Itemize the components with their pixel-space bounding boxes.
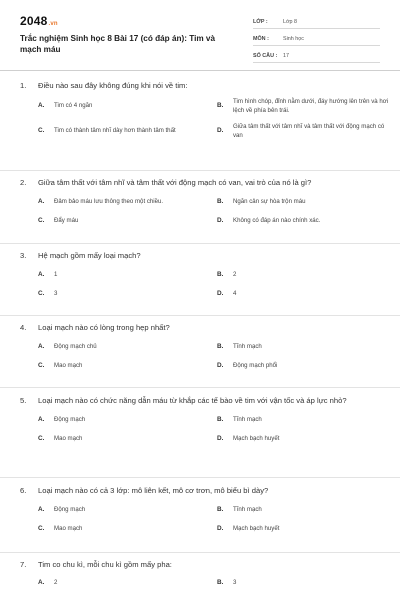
question-text: Loại mạch nào có chức năng dẫn máu từ khắp các tế bào về tim với vận tốc và áp lực nhỏ? [38, 396, 347, 405]
question-text: Điều nào sau đây không đúng khi nói về tim: [38, 81, 188, 90]
logo-suffix: .vn [48, 21, 58, 27]
option-text: Mạch bạch huyết [233, 435, 280, 443]
question-divider [0, 243, 400, 244]
meta-value: 17 [283, 53, 289, 59]
option-grid [20, 343, 382, 371]
question-number: 4. [20, 323, 27, 332]
option-text: Mạch bạch huyết [233, 525, 280, 533]
option-b[interactable] [217, 98, 390, 115]
meta-row-grade [253, 14, 380, 29]
option-letter: B. [217, 343, 224, 351]
option-letter: A. [38, 506, 45, 514]
option-text: Đẩy máu [54, 217, 79, 225]
option-text: Mao mạch [54, 435, 83, 443]
option-text: Mao mạch [54, 525, 83, 533]
option-c[interactable] [38, 217, 211, 226]
option-grid [20, 198, 382, 226]
option-a[interactable] [38, 271, 211, 280]
option-d[interactable] [217, 525, 390, 534]
option-letter: D. [217, 435, 224, 443]
option-grid [20, 271, 382, 299]
option-text: Tĩnh mạch [233, 343, 262, 351]
option-text: Động mạch [54, 416, 86, 424]
meta-label: LỚP : [253, 19, 268, 25]
option-c[interactable] [38, 435, 211, 444]
question-number: 5. [20, 396, 27, 405]
option-b[interactable] [217, 271, 390, 280]
question-4 [20, 322, 382, 371]
option-b[interactable] [217, 506, 390, 515]
option-d[interactable] [217, 435, 390, 444]
meta-row-subject [253, 31, 380, 46]
option-text: Tĩnh mạch [233, 506, 262, 514]
option-text: Động mạch chủ [54, 343, 97, 351]
question-number: 7. [20, 560, 27, 569]
meta-value: Lớp 8 [283, 19, 298, 25]
site-logo[interactable] [20, 14, 58, 28]
option-text: Động mạch phổi [233, 362, 278, 370]
option-text: Ngăn cản sự hòa trộn máu [233, 198, 306, 206]
option-letter: B. [217, 416, 224, 424]
option-b[interactable] [217, 343, 390, 352]
question-divider [0, 387, 400, 388]
option-text: Giữa tâm thất với tâm nhĩ và tâm thất với động mạch có van [233, 123, 385, 139]
option-d[interactable] [217, 123, 390, 140]
option-letter: C. [38, 217, 45, 225]
question-stem [20, 80, 382, 92]
question-number: 2. [20, 178, 27, 187]
option-text: Động mạch [54, 506, 86, 514]
option-letter: D. [217, 127, 224, 135]
option-grid [20, 416, 382, 444]
question-stem [20, 395, 382, 407]
question-text: Hệ mạch gồm mấy loại mạch? [38, 251, 141, 260]
option-grid [20, 506, 382, 534]
question-stem [20, 177, 382, 189]
question-stem [20, 250, 382, 262]
logo-main: 2048 [20, 14, 48, 28]
option-d[interactable] [217, 217, 390, 226]
option-grid [20, 98, 389, 140]
option-b[interactable] [217, 198, 390, 207]
question-1 [20, 80, 389, 140]
option-letter: C. [38, 362, 45, 370]
option-c[interactable] [38, 123, 211, 140]
option-a[interactable] [38, 416, 211, 425]
option-text: Tim có thành tâm nhĩ dày hơn thành tâm thất [54, 127, 176, 135]
meta-row-count [253, 48, 380, 63]
question-text: Loại mạch nào có lòng trong hẹp nhất? [38, 323, 170, 332]
question-divider [0, 477, 400, 478]
option-letter: D. [217, 362, 224, 370]
option-letter: D. [217, 525, 224, 533]
option-letter: B. [217, 102, 224, 110]
option-text: 3 [233, 579, 237, 587]
question-stem [20, 322, 382, 334]
option-letter: B. [217, 271, 224, 279]
question-text: Tim co chu kì, mỗi chu kì gồm mấy pha: [38, 560, 172, 569]
question-5 [20, 395, 382, 444]
question-stem [20, 559, 382, 571]
question-stem [20, 485, 382, 497]
option-letter: C. [38, 127, 45, 135]
option-text: Tim hình chóp, đỉnh nằm dưới, đáy hướng lên trên và hơi lệch về phía bên trái. [233, 98, 389, 114]
option-text: 2 [54, 579, 58, 587]
question-number: 3. [20, 251, 27, 260]
meta-table [253, 14, 380, 63]
question-text: Giữa tâm thất với tâm nhĩ và tâm thất với động mạch có van, vai trò của nó là gì? [38, 178, 312, 187]
option-d[interactable] [217, 362, 390, 371]
option-text: Tĩnh mạch [233, 416, 262, 424]
option-letter: A. [38, 416, 45, 424]
option-a[interactable] [38, 579, 211, 588]
option-letter: A. [38, 343, 45, 351]
question-6 [20, 485, 382, 534]
option-a[interactable] [38, 343, 211, 352]
question-7 [20, 559, 382, 588]
option-letter: D. [217, 217, 224, 225]
question-text: Loại mạch nào có cả 3 lớp: mô liên kết, mô cơ trơn, mô biểu bì dày? [38, 486, 269, 495]
option-grid [20, 579, 382, 588]
option-letter: C. [38, 435, 45, 443]
option-a[interactable] [38, 98, 211, 115]
option-a[interactable] [38, 506, 211, 515]
meta-label: SỐ CÂU : [253, 53, 278, 59]
meta-label: MÔN : [253, 36, 269, 42]
option-text: Tim có 4 ngăn [54, 102, 93, 110]
option-letter: A. [38, 271, 45, 279]
option-b[interactable] [217, 579, 390, 588]
question-number: 6. [20, 486, 27, 495]
question-divider [0, 170, 400, 171]
option-letter: B. [217, 579, 224, 587]
question-3 [20, 250, 382, 299]
option-text: 2 [233, 271, 237, 279]
option-letter: C. [38, 290, 45, 298]
option-text: Đảm bảo máu lưu thông theo một chiều. [54, 198, 164, 206]
option-letter: D. [217, 290, 224, 298]
option-c[interactable] [38, 362, 211, 371]
option-letter: A. [38, 102, 45, 110]
header-divider [0, 70, 400, 71]
option-letter: B. [217, 198, 224, 206]
option-letter: B. [217, 506, 224, 514]
option-text: 4 [233, 290, 237, 298]
question-divider [0, 552, 400, 553]
option-letter: A. [38, 579, 45, 587]
option-b[interactable] [217, 416, 390, 425]
option-d[interactable] [217, 290, 390, 299]
page-title: Trắc nghiệm Sinh học 8 Bài 17 (có đáp án): Tim và mạch máu [20, 34, 216, 55]
option-letter: A. [38, 198, 45, 206]
option-text: Mao mạch [54, 362, 83, 370]
option-letter: C. [38, 525, 45, 533]
option-text: 3 [54, 290, 58, 298]
meta-value: Sinh học [283, 36, 304, 42]
question-number: 1. [20, 81, 27, 90]
option-text: 1 [54, 271, 58, 279]
option-c[interactable] [38, 290, 211, 299]
option-text: Không có đáp án nào chính xác. [233, 217, 321, 225]
question-divider [0, 315, 400, 316]
document-header [0, 0, 400, 70]
option-c[interactable] [38, 525, 211, 534]
option-a[interactable] [38, 198, 211, 207]
question-2 [20, 177, 382, 226]
